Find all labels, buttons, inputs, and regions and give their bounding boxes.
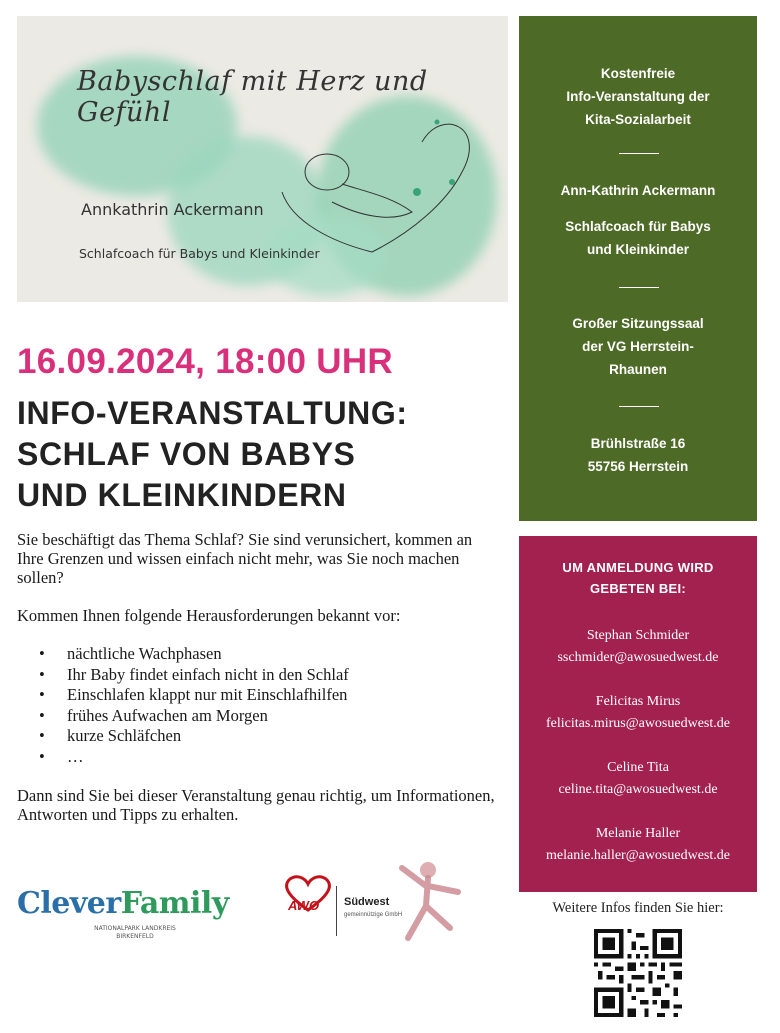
- event-description: [17, 530, 497, 843]
- contact-email[interactable]: melanie.haller@awosuedwest.de: [546, 848, 730, 863]
- list-item: • kurze Schläfchen: [39, 726, 497, 747]
- challenges-lead: Kommen Ihnen folgende Herausforderungen bekannt vor:: [17, 606, 401, 625]
- contact-email[interactable]: felicitas.mirus@awosuedwest.de: [546, 716, 730, 731]
- speaker-role: Schlafcoach für Babys und Kleinkinder: [565, 219, 711, 257]
- banner-image: [17, 16, 508, 302]
- list-item: • Einschlafen klappt nur mit Einschlafhilfen: [39, 685, 497, 706]
- banner-subtitle: Schlafcoach für Babys und Kleinkinder: [79, 246, 320, 261]
- challenges-list: [39, 644, 497, 767]
- list-item: • frühes Aufwachen am Morgen: [39, 706, 497, 727]
- list-item: • nächtliche Wachphasen: [39, 644, 497, 665]
- registration-heading: UM ANMELDUNG WIRD GEBETEN BEI:: [562, 560, 714, 596]
- qr-code[interactable]: [594, 929, 682, 1017]
- list-item: • …: [39, 747, 497, 768]
- clever-family-subtitle: NATIONALPARK LANDKREIS BIRKENFELD: [94, 925, 176, 940]
- headline-line-2: SCHLAF VON BABYS: [17, 436, 356, 472]
- address: Brühlstraße 16 55756 Herrstein: [587, 436, 689, 474]
- contact-email[interactable]: sschmider@awosuedwest.de: [557, 650, 719, 665]
- closing-paragraph: Dann sind Sie bei dieser Veranstaltung genau richtig, um Informationen, Antworten und Tipps zu erhalten.: [17, 786, 495, 824]
- intro-paragraph: Sie beschäftigt das Thema Schlaf? Sie sind verunsichert, kommen an Ihre Grenzen und wissen einfach nicht mehr, was Sie noch machen sollen?: [17, 530, 473, 587]
- contact-item: [519, 823, 757, 867]
- headline-line-3: UND KLEINKINDERN: [17, 477, 347, 513]
- event-headline: [17, 393, 408, 516]
- banner-title: Babyschlaf mit Herz und Gefühl: [77, 66, 428, 128]
- awo-logo: AWO Südwest gemeinnützige GmbH: [278, 856, 478, 946]
- divider: [619, 406, 659, 407]
- event-info-panel: Kostenfreie Info-Veranstaltung der Kita-Sozialarbeit Ann-Kathrin Ackermann Schlafcoach für Babys und Kleinkinder Großer Sitzungssaal der VG Herrstein- Rhaunen Brühlstraße 16 55756 Herrstein: [519, 16, 757, 521]
- contact-name: Celine Tita: [607, 760, 669, 775]
- contact-name: Melanie Haller: [595, 826, 681, 841]
- contact-email[interactable]: celine.tita@awosuedwest.de: [558, 782, 718, 797]
- venue: Großer Sitzungssaal der VG Herrstein- Rhaunen: [572, 316, 704, 377]
- banner-name: Annkathrin Ackermann: [81, 200, 264, 219]
- divider: [619, 153, 659, 154]
- clever-family-logo: CleverFamily: [17, 886, 229, 921]
- more-info-label: Weitere Infos finden Sie hier:: [552, 900, 724, 916]
- baby-heart-illustration: [272, 102, 482, 262]
- contact-item: [519, 625, 757, 669]
- headline-line-1: INFO-VERANSTALTUNG:: [17, 395, 408, 431]
- contact-item: [519, 691, 757, 735]
- speaker-name: Ann-Kathrin Ackermann: [560, 183, 716, 198]
- contact-name: Stephan Schmider: [586, 628, 690, 643]
- contact-name: Felicitas Mirus: [595, 694, 681, 709]
- event-date-time: 16.09.2024, 18:00 UHR: [17, 342, 393, 381]
- list-item: • Ihr Baby findet einfach nicht in den Schlaf: [39, 665, 497, 686]
- contact-item: [519, 757, 757, 801]
- divider: [619, 287, 659, 288]
- registration-panel: [519, 536, 757, 892]
- jumping-figure-icon: [388, 856, 468, 946]
